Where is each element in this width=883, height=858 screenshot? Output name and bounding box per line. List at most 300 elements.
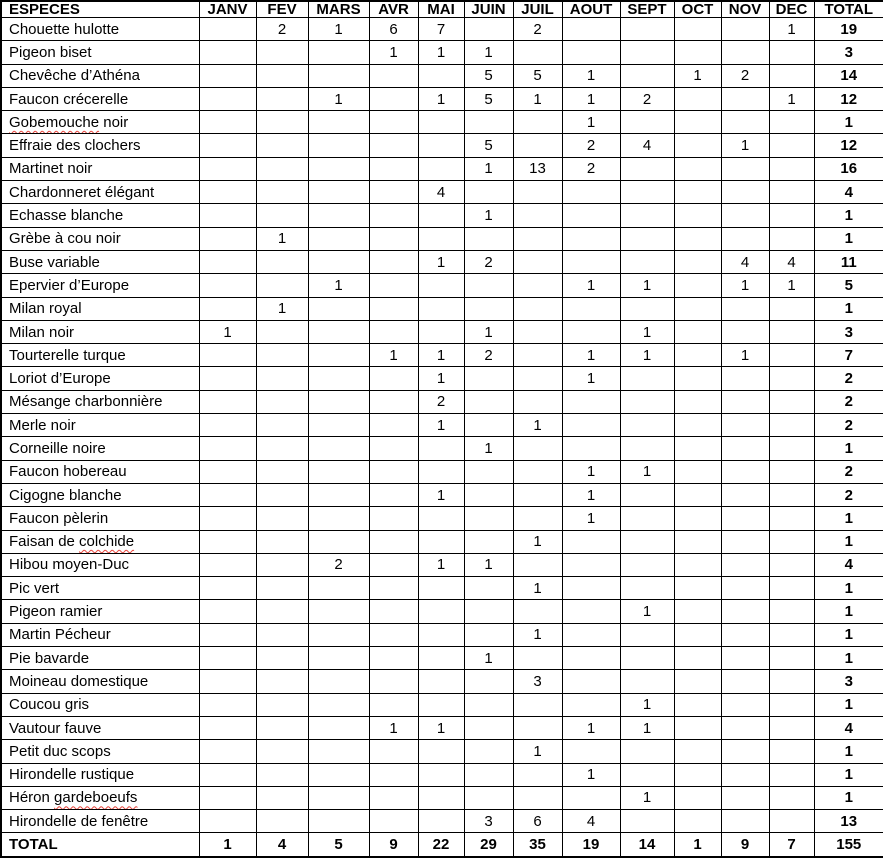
- count-cell-sept: [620, 530, 674, 553]
- row-total-cell: 1: [814, 437, 883, 460]
- count-cell-fev: [256, 670, 308, 693]
- count-cell-mars: [308, 181, 369, 204]
- count-cell-fev: [256, 763, 308, 786]
- total-cell-nov: 9: [721, 833, 769, 857]
- count-cell-nov: [721, 600, 769, 623]
- row-total-cell: 16: [814, 157, 883, 180]
- count-cell-juil: [513, 786, 562, 809]
- table-row: [1, 437, 883, 460]
- count-cell-janv: [199, 740, 256, 763]
- total-cell-sept: 14: [620, 833, 674, 857]
- count-cell-mars: [308, 810, 369, 833]
- count-cell-janv: [199, 507, 256, 530]
- count-cell-juil: [513, 204, 562, 227]
- count-cell-sept: [620, 623, 674, 646]
- count-cell-aout: [562, 320, 620, 343]
- count-cell-mai: [418, 134, 464, 157]
- count-cell-nov: [721, 716, 769, 739]
- count-cell-nov: [721, 763, 769, 786]
- table-row: [1, 157, 883, 180]
- total-cell-janv: 1: [199, 833, 256, 857]
- count-cell-janv: [199, 810, 256, 833]
- count-cell-janv: [199, 390, 256, 413]
- count-cell-juil: [513, 181, 562, 204]
- count-cell-nov: [721, 41, 769, 64]
- count-cell-nov: 1: [721, 344, 769, 367]
- count-cell-juin: [464, 716, 513, 739]
- row-total-cell: 12: [814, 87, 883, 110]
- count-cell-mars: [308, 507, 369, 530]
- count-cell-mars: [308, 460, 369, 483]
- count-cell-juin: [464, 740, 513, 763]
- count-cell-oct: [674, 134, 721, 157]
- count-cell-avr: 1: [369, 41, 418, 64]
- row-total-cell: 1: [814, 297, 883, 320]
- count-cell-aout: [562, 600, 620, 623]
- species-name-cell: Coucou gris: [1, 693, 199, 716]
- count-cell-mars: [308, 716, 369, 739]
- count-cell-sept: [620, 670, 674, 693]
- count-cell-dec: [769, 157, 814, 180]
- count-cell-dec: [769, 810, 814, 833]
- header-month-fev: FEV: [256, 1, 308, 18]
- spellcheck-squiggle: gardeboeufs: [54, 789, 138, 807]
- count-cell-juin: 1: [464, 320, 513, 343]
- count-cell-juin: [464, 600, 513, 623]
- row-total-cell: 3: [814, 670, 883, 693]
- count-cell-fev: [256, 716, 308, 739]
- count-cell-janv: [199, 64, 256, 87]
- row-total-cell: 4: [814, 716, 883, 739]
- count-cell-aout: [562, 41, 620, 64]
- count-cell-aout: 1: [562, 763, 620, 786]
- table-row: [1, 670, 883, 693]
- count-cell-janv: [199, 414, 256, 437]
- count-cell-juin: 1: [464, 647, 513, 670]
- count-cell-janv: [199, 553, 256, 576]
- species-name-cell: Martin Pécheur: [1, 623, 199, 646]
- count-cell-nov: [721, 786, 769, 809]
- count-cell-sept: [620, 740, 674, 763]
- count-cell-aout: 1: [562, 344, 620, 367]
- count-cell-fev: [256, 274, 308, 297]
- count-cell-avr: [369, 693, 418, 716]
- table-row: [1, 18, 883, 41]
- count-cell-mai: [418, 111, 464, 134]
- table-row: [1, 204, 883, 227]
- count-cell-mars: [308, 693, 369, 716]
- count-cell-nov: [721, 507, 769, 530]
- count-cell-juin: 1: [464, 41, 513, 64]
- species-name-cell: Faucon pèlerin: [1, 507, 199, 530]
- table-body: [1, 18, 883, 858]
- count-cell-juin: [464, 18, 513, 41]
- count-cell-juin: [464, 530, 513, 553]
- total-cell-dec: 7: [769, 833, 814, 857]
- table-row: [1, 344, 883, 367]
- count-cell-janv: [199, 41, 256, 64]
- table-header: [1, 1, 883, 18]
- count-cell-mai: 7: [418, 18, 464, 41]
- count-cell-sept: 4: [620, 134, 674, 157]
- count-cell-juin: [464, 483, 513, 506]
- count-cell-oct: [674, 250, 721, 273]
- table-row: [1, 577, 883, 600]
- count-cell-sept: 1: [620, 344, 674, 367]
- count-cell-avr: [369, 763, 418, 786]
- count-cell-avr: [369, 740, 418, 763]
- count-cell-mars: [308, 740, 369, 763]
- count-cell-fev: [256, 693, 308, 716]
- count-cell-nov: [721, 553, 769, 576]
- count-cell-janv: [199, 530, 256, 553]
- count-cell-dec: [769, 41, 814, 64]
- header-especes: ESPECES: [1, 1, 199, 18]
- count-cell-juin: 1: [464, 204, 513, 227]
- count-cell-juil: 1: [513, 414, 562, 437]
- total-cell-mars: 5: [308, 833, 369, 857]
- count-cell-dec: [769, 181, 814, 204]
- count-cell-oct: [674, 507, 721, 530]
- count-cell-sept: [620, 157, 674, 180]
- count-cell-oct: [674, 227, 721, 250]
- count-cell-mars: [308, 577, 369, 600]
- count-cell-aout: 1: [562, 274, 620, 297]
- count-cell-aout: [562, 390, 620, 413]
- count-cell-dec: [769, 414, 814, 437]
- count-cell-aout: 1: [562, 111, 620, 134]
- count-cell-juin: 3: [464, 810, 513, 833]
- count-cell-aout: [562, 181, 620, 204]
- count-cell-sept: [620, 367, 674, 390]
- total-cell-aout: 19: [562, 833, 620, 857]
- count-cell-oct: [674, 297, 721, 320]
- count-cell-dec: [769, 297, 814, 320]
- count-cell-janv: [199, 181, 256, 204]
- count-cell-juil: [513, 297, 562, 320]
- count-cell-janv: [199, 227, 256, 250]
- header-month-nov: NOV: [721, 1, 769, 18]
- count-cell-dec: [769, 320, 814, 343]
- count-cell-mai: [418, 274, 464, 297]
- row-total-cell: 11: [814, 250, 883, 273]
- count-cell-avr: [369, 647, 418, 670]
- table-row: [1, 64, 883, 87]
- count-cell-sept: [620, 810, 674, 833]
- count-cell-janv: [199, 460, 256, 483]
- count-cell-juil: 6: [513, 810, 562, 833]
- species-name-cell: Corneille noire: [1, 437, 199, 460]
- row-total-cell: 1: [814, 647, 883, 670]
- count-cell-nov: [721, 367, 769, 390]
- count-cell-janv: [199, 647, 256, 670]
- count-cell-aout: 1: [562, 716, 620, 739]
- count-cell-mars: [308, 134, 369, 157]
- count-cell-aout: [562, 18, 620, 41]
- count-cell-avr: [369, 414, 418, 437]
- table-row: [1, 390, 883, 413]
- count-cell-aout: [562, 414, 620, 437]
- count-cell-sept: [620, 483, 674, 506]
- count-cell-juil: 13: [513, 157, 562, 180]
- count-cell-dec: [769, 553, 814, 576]
- count-cell-aout: [562, 623, 620, 646]
- table-row: [1, 87, 883, 110]
- total-cell-avr: 9: [369, 833, 418, 857]
- count-cell-oct: [674, 740, 721, 763]
- count-cell-mars: [308, 786, 369, 809]
- count-cell-juil: 5: [513, 64, 562, 87]
- species-name-cell: Grèbe à cou noir: [1, 227, 199, 250]
- count-cell-juin: 5: [464, 87, 513, 110]
- row-total-cell: 2: [814, 414, 883, 437]
- count-cell-mai: [418, 320, 464, 343]
- count-cell-juin: [464, 297, 513, 320]
- count-cell-mai: 1: [418, 367, 464, 390]
- count-cell-mars: [308, 530, 369, 553]
- count-cell-oct: [674, 460, 721, 483]
- species-name-cell: Faucon crécerelle: [1, 87, 199, 110]
- count-cell-fev: [256, 157, 308, 180]
- count-cell-nov: [721, 297, 769, 320]
- table-row: [1, 134, 883, 157]
- count-cell-mai: [418, 786, 464, 809]
- table-row: [1, 460, 883, 483]
- header-month-sept: SEPT: [620, 1, 674, 18]
- count-cell-aout: [562, 693, 620, 716]
- count-cell-mars: 2: [308, 553, 369, 576]
- count-cell-juil: [513, 134, 562, 157]
- count-cell-oct: [674, 41, 721, 64]
- count-cell-avr: [369, 786, 418, 809]
- table-row: [1, 623, 883, 646]
- count-cell-mars: [308, 437, 369, 460]
- count-cell-janv: [199, 18, 256, 41]
- count-cell-nov: 4: [721, 250, 769, 273]
- total-cell-juil: 35: [513, 833, 562, 857]
- header-month-mars: MARS: [308, 1, 369, 18]
- row-total-cell: 1: [814, 507, 883, 530]
- count-cell-juil: [513, 553, 562, 576]
- count-cell-sept: 1: [620, 786, 674, 809]
- table-row: [1, 41, 883, 64]
- count-cell-avr: [369, 367, 418, 390]
- row-total-cell: 2: [814, 367, 883, 390]
- species-name-cell: Epervier d’Europe: [1, 274, 199, 297]
- count-cell-aout: [562, 227, 620, 250]
- count-cell-nov: [721, 414, 769, 437]
- count-cell-nov: 1: [721, 274, 769, 297]
- row-total-cell: 1: [814, 204, 883, 227]
- count-cell-janv: [199, 250, 256, 273]
- count-cell-janv: [199, 577, 256, 600]
- count-cell-oct: [674, 437, 721, 460]
- count-cell-avr: [369, 623, 418, 646]
- count-cell-nov: [721, 437, 769, 460]
- count-cell-juin: [464, 460, 513, 483]
- count-cell-mars: [308, 763, 369, 786]
- count-cell-sept: [620, 64, 674, 87]
- count-cell-janv: [199, 111, 256, 134]
- row-total-cell: 14: [814, 64, 883, 87]
- count-cell-fev: [256, 204, 308, 227]
- count-cell-nov: [721, 204, 769, 227]
- species-name-cell: Hibou moyen-Duc: [1, 553, 199, 576]
- table-row: [1, 693, 883, 716]
- count-cell-juil: [513, 227, 562, 250]
- count-cell-sept: [620, 647, 674, 670]
- count-cell-fev: [256, 647, 308, 670]
- species-name-cell: Pic vert: [1, 577, 199, 600]
- count-cell-avr: 1: [369, 716, 418, 739]
- count-cell-oct: [674, 716, 721, 739]
- species-name-cell: Milan royal: [1, 297, 199, 320]
- grand-total-cell: 155: [814, 833, 883, 857]
- count-cell-nov: [721, 623, 769, 646]
- table-row: [1, 274, 883, 297]
- count-cell-dec: [769, 460, 814, 483]
- count-cell-avr: [369, 227, 418, 250]
- count-cell-janv: [199, 87, 256, 110]
- count-cell-mars: 1: [308, 274, 369, 297]
- count-cell-fev: [256, 460, 308, 483]
- count-cell-janv: [199, 367, 256, 390]
- spellcheck-squiggle: Gobemouche: [9, 113, 100, 131]
- count-cell-dec: [769, 390, 814, 413]
- count-cell-avr: [369, 483, 418, 506]
- count-cell-avr: [369, 600, 418, 623]
- count-cell-juin: 1: [464, 553, 513, 576]
- count-cell-juil: 1: [513, 577, 562, 600]
- count-cell-fev: [256, 507, 308, 530]
- count-cell-oct: [674, 204, 721, 227]
- count-cell-mars: [308, 157, 369, 180]
- species-name-cell: Chouette hulotte: [1, 18, 199, 41]
- count-cell-nov: [721, 111, 769, 134]
- count-cell-mai: [418, 437, 464, 460]
- count-cell-mai: [418, 810, 464, 833]
- row-total-cell: 3: [814, 320, 883, 343]
- count-cell-aout: [562, 297, 620, 320]
- count-cell-nov: [721, 460, 769, 483]
- count-cell-juil: [513, 507, 562, 530]
- count-cell-juin: [464, 111, 513, 134]
- count-cell-oct: [674, 553, 721, 576]
- count-cell-mars: [308, 250, 369, 273]
- count-cell-fev: [256, 181, 308, 204]
- count-cell-dec: [769, 716, 814, 739]
- row-total-cell: 1: [814, 530, 883, 553]
- count-cell-aout: [562, 577, 620, 600]
- count-cell-nov: [721, 740, 769, 763]
- count-cell-juin: [464, 670, 513, 693]
- count-cell-oct: 1: [674, 64, 721, 87]
- count-cell-oct: [674, 111, 721, 134]
- count-cell-juin: 1: [464, 437, 513, 460]
- count-cell-juin: [464, 507, 513, 530]
- count-cell-juin: [464, 367, 513, 390]
- species-name-cell: Pie bavarde: [1, 647, 199, 670]
- count-cell-mai: 1: [418, 344, 464, 367]
- count-cell-fev: [256, 414, 308, 437]
- count-cell-aout: 1: [562, 507, 620, 530]
- count-cell-avr: [369, 553, 418, 576]
- count-cell-oct: [674, 367, 721, 390]
- count-cell-oct: [674, 670, 721, 693]
- count-cell-juin: [464, 390, 513, 413]
- count-cell-sept: 2: [620, 87, 674, 110]
- table-row: [1, 716, 883, 739]
- count-cell-juin: [464, 693, 513, 716]
- header-month-dec: DEC: [769, 1, 814, 18]
- count-cell-janv: 1: [199, 320, 256, 343]
- count-cell-dec: [769, 740, 814, 763]
- count-cell-dec: [769, 647, 814, 670]
- table-row: [1, 320, 883, 343]
- count-cell-juil: 1: [513, 530, 562, 553]
- count-cell-janv: [199, 344, 256, 367]
- count-cell-mars: [308, 227, 369, 250]
- count-cell-fev: [256, 623, 308, 646]
- count-cell-sept: 1: [620, 600, 674, 623]
- total-cell-juin: 29: [464, 833, 513, 857]
- count-cell-mai: 1: [418, 414, 464, 437]
- count-cell-avr: [369, 134, 418, 157]
- count-cell-nov: 1: [721, 134, 769, 157]
- species-name-cell: Echasse blanche: [1, 204, 199, 227]
- count-cell-oct: [674, 530, 721, 553]
- species-name-cell: Pigeon biset: [1, 41, 199, 64]
- count-cell-avr: [369, 507, 418, 530]
- count-cell-avr: [369, 204, 418, 227]
- count-cell-sept: [620, 111, 674, 134]
- count-cell-dec: [769, 763, 814, 786]
- count-cell-dec: [769, 507, 814, 530]
- species-name-cell: Cigogne blanche: [1, 483, 199, 506]
- count-cell-oct: [674, 414, 721, 437]
- count-cell-avr: [369, 181, 418, 204]
- species-name-cell: Martinet noir: [1, 157, 199, 180]
- count-cell-mai: 1: [418, 483, 464, 506]
- header-month-juil: JUIL: [513, 1, 562, 18]
- count-cell-fev: [256, 600, 308, 623]
- count-cell-avr: [369, 274, 418, 297]
- total-cell-fev: 4: [256, 833, 308, 857]
- count-cell-sept: [620, 437, 674, 460]
- count-cell-oct: [674, 390, 721, 413]
- table-row: [1, 367, 883, 390]
- count-cell-mars: [308, 623, 369, 646]
- count-cell-fev: [256, 367, 308, 390]
- count-cell-mai: [418, 460, 464, 483]
- count-cell-juin: [464, 414, 513, 437]
- count-cell-juil: 1: [513, 87, 562, 110]
- header-month-mai: MAI: [418, 1, 464, 18]
- count-cell-fev: [256, 810, 308, 833]
- table-row: [1, 227, 883, 250]
- species-name-cell: Hirondelle de fenêtre: [1, 810, 199, 833]
- count-cell-mai: 1: [418, 87, 464, 110]
- count-cell-aout: 1: [562, 483, 620, 506]
- count-cell-sept: 1: [620, 274, 674, 297]
- count-cell-aout: [562, 553, 620, 576]
- row-total-cell: 4: [814, 553, 883, 576]
- count-cell-janv: [199, 274, 256, 297]
- count-cell-fev: [256, 344, 308, 367]
- count-cell-mai: [418, 600, 464, 623]
- spellcheck-squiggle: colchide: [79, 533, 135, 551]
- count-cell-oct: [674, 786, 721, 809]
